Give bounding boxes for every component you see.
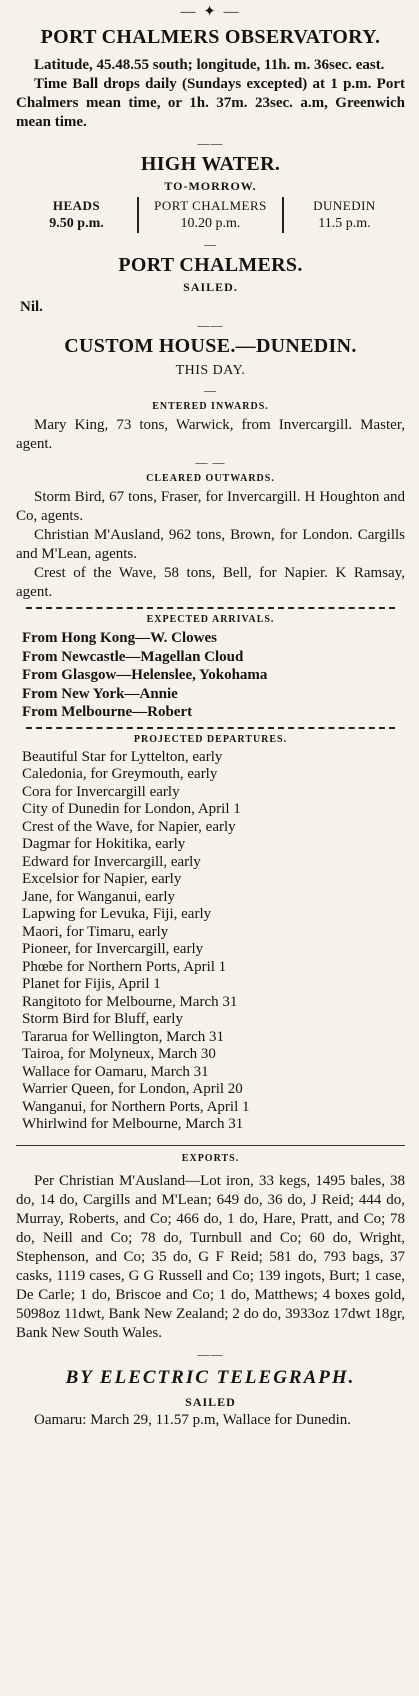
expected-arrivals-heading: EXPECTED ARRIVALS. xyxy=(146,614,275,625)
telegraph-sailed-text: Oamaru: March 29, 11.57 p.m, Wallace for Dunedin. xyxy=(34,1411,352,1428)
tide-table xyxy=(16,197,405,233)
list-item: Warrier Queen, for London, April 20 xyxy=(22,1081,243,1097)
list-item: City of Dunedin for London, April 1 xyxy=(22,801,241,817)
observatory-position: Latitude, 45.48.55 south; longitude, 11h. m. 36sec. east. xyxy=(34,57,385,73)
top-divider: — ✦ — xyxy=(180,4,241,20)
list-item: Planet for Fijis, April 1 xyxy=(22,976,161,992)
divider: — xyxy=(204,383,217,397)
tide-port-chalmers: PORT CHALMERS 10.20 p.m. xyxy=(137,197,284,233)
divider xyxy=(16,1145,405,1146)
high-water-subtitle: TO-MORROW. xyxy=(164,179,257,193)
divider: —— xyxy=(197,318,224,332)
exports-heading: EXPORTS. xyxy=(181,1152,240,1164)
list-item: Crest of the Wave, for Napier, early xyxy=(22,818,236,835)
list-item: Cora for Invercargill early xyxy=(22,783,180,800)
divider: — — xyxy=(195,455,226,469)
list-item: Rangitoto for Melbourne, March 31 xyxy=(22,993,238,1010)
cleared-item: Christian M'Ausland, 962 tons, Brown, for London. Cargills and M'Lean, agents. xyxy=(16,527,405,562)
list-item: Pioneer, for Invercargill, early xyxy=(22,941,204,957)
cleared-item: Storm Bird, 67 tons, Fraser, for Invercargill. H Houghton and Co, agents. xyxy=(16,489,405,524)
divider: — xyxy=(204,237,217,251)
list-item: Jane, for Wanganui, early xyxy=(22,888,176,905)
list-item: Caledonia, for Greymouth, early xyxy=(22,766,218,782)
list-item: From Hong Kong—W. Clowes xyxy=(22,630,218,646)
list-item: Beautiful Star for Lyttelton, early xyxy=(22,748,223,765)
tide-heads: HEADS 9.50 p.m. xyxy=(49,198,104,231)
port-chalmers-title: PORT CHALMERS. xyxy=(118,254,303,276)
dashed-divider xyxy=(26,727,396,729)
port-chalmers-sailed-heading: SAILED. xyxy=(183,280,238,294)
exports-text: Per Christian M'Ausland—Lot iron, 33 kegs, 1495 bales, 38 do, 14 do, Cargills and M'Lean; 649 do, 36 do, J Reid; 444 do, Murray, Roberts, and Co; 466 do, 1 do, Hare, Pratt, and Co; 78 do, Neill and Co; 78 do, Turnbull and Co; 60 do, Wright, Stephenson, and Co; 35 do, G F Reid; 581 do, 793 bags, 37 casks, 1119 cases, G G Russell and Co; 139 ingots, Burt; 1 case, De Carle; 1 do, Briscoe and Co; 1 do, Matthews; 4 boxes gold, 5098oz 11dwt, Bank New Zealand; 2 do do, 3933oz 17dwt 18gr, Bank New South Wales. xyxy=(16,1172,405,1341)
list-item: Tararua for Wellington, March 31 xyxy=(22,1028,224,1045)
entered-text: Mary King, 73 tons, Warwick, from Invercargill. Master, agent. xyxy=(16,417,405,452)
list-item: Wanganui, for Northern Ports, April 1 xyxy=(22,1098,250,1115)
list-item: Whirlwind for Melbourne, March 31 xyxy=(22,1116,244,1132)
list-item: Storm Bird for Bluff, early xyxy=(22,1011,183,1027)
list-item: Wallace for Oamaru, March 31 xyxy=(22,1063,209,1080)
expected-arrivals-list xyxy=(16,629,405,722)
list-item: From New York—Annie xyxy=(22,685,178,702)
observatory-title: PORT CHALMERS OBSERVATORY. xyxy=(40,26,381,48)
list-item: Excelsior for Napier, early xyxy=(22,871,182,887)
tide-dunedin: DUNEDIN 11.5 p.m. xyxy=(313,198,376,231)
list-item: Edward for Invercargill, early xyxy=(22,853,201,870)
custom-house-title: CUSTOM HOUSE.—DUNEDIN. xyxy=(64,335,357,357)
projected-departures-heading: PROJECTED DEPARTURES. xyxy=(133,733,288,745)
observatory-time-ball: Time Ball drops daily (Sundays excepted) at 1 p.m. Port Chalmers mean time, or 1h. 37m. 23sec. a.m, Greenwich mean time. xyxy=(16,76,405,130)
divider: —— xyxy=(197,136,224,150)
list-item: Lapwing for Levuka, Fiji, early xyxy=(22,906,212,922)
list-item: Maori, for Timaru, early xyxy=(22,923,169,940)
dashed-divider xyxy=(26,607,396,609)
telegraph-sailed-heading: SAILED xyxy=(185,1394,236,1409)
high-water-title: HIGH WATER. xyxy=(140,153,281,175)
list-item: Tairoa, for Molyneux, March 30 xyxy=(22,1046,216,1062)
custom-house-subtitle: THIS DAY. xyxy=(175,363,246,378)
port-chalmers-sailed-text: Nil. xyxy=(20,299,43,315)
list-item: From Melbourne—Robert xyxy=(22,704,193,720)
telegraph-title: BY ELECTRIC TELEGRAPH. xyxy=(65,1366,356,1388)
list-item: Dagmar for Hokitika, early xyxy=(22,836,186,852)
projected-departures-list xyxy=(16,749,405,1134)
list-item: From Glasgow—Helenslee, Yokohama xyxy=(22,667,268,683)
list-item: Phœbe for Northern Ports, April 1 xyxy=(22,958,227,975)
cleared-heading: CLEARED OUTWARDS. xyxy=(146,473,275,484)
entered-heading: ENTERED INWARDS. xyxy=(152,401,269,412)
cleared-item: Crest of the Wave, 58 tons, Bell, for Napier. K Ramsay, agent. xyxy=(16,565,405,600)
list-item: From Newcastle—Magellan Cloud xyxy=(22,648,244,665)
divider: —— xyxy=(197,1346,224,1361)
